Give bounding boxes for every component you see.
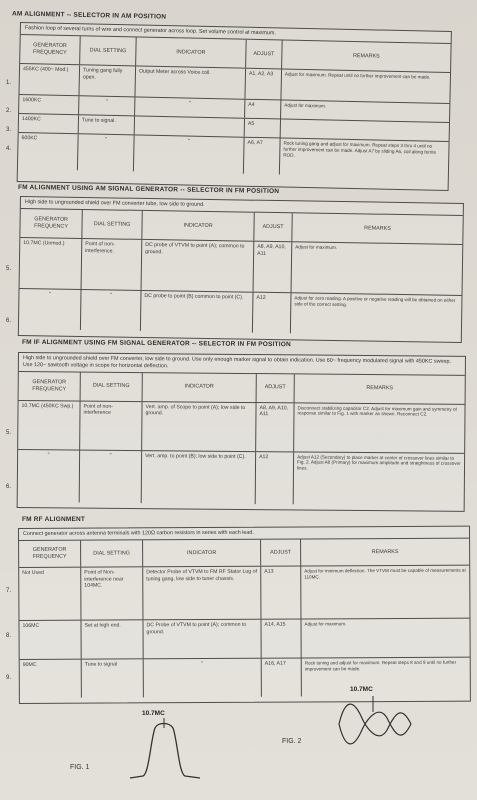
- fm-am-row-6: [19, 289, 462, 336]
- fm-if-row-6-remarks: Adjust A12 (Secondary) to place marker at center of crossover lines similar to Fig. 2. Adjust A8 (Primary) for maximum amplitude and straightness of crossover lines.: [296, 453, 461, 471]
- fm-am-table: [18, 196, 464, 343]
- am-row-3-remarks: [281, 119, 449, 141]
- fm-if-row-5-adjust: A8, A9, A10, A11: [256, 403, 294, 451]
- fig2-curve-b: [339, 712, 411, 744]
- col-generator-frequency: GENERATOR FREQUENCY: [19, 540, 81, 566]
- col-generator-frequency: GENERATOR FREQUENCY: [20, 35, 81, 64]
- fm-rf-row-7-indicator: Detector Probe of VTVM to FM RF Stator Lug of tuning gang, low side to tuner chassis.: [143, 566, 261, 619]
- am-row-3-freq: 1400KC: [19, 114, 79, 133]
- fm-if-row-6-dial: ": [80, 450, 142, 503]
- am-row-2-adjust: A4: [245, 99, 281, 118]
- fm-if-row-5: [18, 401, 464, 454]
- step-number: 6.: [6, 484, 12, 490]
- step-number: 8.: [6, 633, 12, 639]
- am-note: Fashion loop of several turns of wire and connect generator across loop. Set volume control at maximum.: [21, 23, 451, 44]
- fig2-marker-label: 10.7MC: [350, 686, 373, 693]
- fig2-label: FIG. 2: [282, 738, 302, 745]
- fm-am-row-5-dial: Point of non-interference.: [82, 239, 143, 290]
- fm-if-row-6: [18, 450, 464, 506]
- fm-am-row-6-freq: ": [19, 289, 82, 330]
- am-section-title: AM ALIGNMENT -- SELECTOR IN AM POSITION: [11, 10, 167, 21]
- fm-rf-row-8-adjust: A14, A15: [261, 619, 301, 657]
- am-row-4-indicator: ": [134, 135, 245, 173]
- step-number: 5.: [6, 430, 12, 436]
- fm-rf-row-9-indicator: ": [144, 658, 262, 697]
- am-row-4: [18, 133, 449, 178]
- col-adjust: ADJUST: [254, 212, 292, 241]
- fm-rf-row-9-remarks: Rock tuning and adjust for maximum. Repeat steps 8 and 9 until no further improvement can be made.: [304, 659, 457, 672]
- col-dial-setting: DIAL SETTING: [81, 540, 143, 566]
- fig1-marker-label: 10.7MC: [142, 710, 165, 717]
- fm-rf-table: [18, 526, 471, 704]
- am-row-2-freq: 1600KC: [19, 95, 79, 114]
- fm-if-section-title: FM IF ALIGNMENT USING FM SIGNAL GENERATOR -- SELECTOR IN FM POSITION: [21, 338, 291, 349]
- col-adjust: ADJUST: [257, 374, 295, 402]
- am-row-1-indicator: Output Meter across Voice coil.: [135, 66, 246, 98]
- fm-if-row-6-indicator: Vert. amp. to point (B); low side to point (C).: [142, 451, 256, 504]
- fm-rf-row-7-freq: Not Used: [19, 567, 81, 619]
- fm-if-note: High side to ungrounded shield over FM converter, low side to ground. Use only enough marker signal to obtain indication. Use 60~ frequency modulated signal with 450KC sweep. Use 120~ sawtooth voltage in scope for horizontal deflection.: [19, 353, 465, 375]
- col-remarks: REMARKS: [352, 52, 380, 60]
- fm-rf-row-8-indicator: DC Probe of VTVM to point (A); common to ground.: [143, 619, 261, 658]
- am-row-2-remarks: Adjust for maximum.: [284, 102, 327, 109]
- fm-rf-section-title: FM RF ALIGNMENT: [22, 516, 86, 523]
- step-number: 7.: [6, 588, 12, 594]
- fm-am-row-6-remarks: Adjust for zero reading. A positive or negative reading will be obtained on either side of the correct setting.: [294, 295, 456, 307]
- col-dial-setting: DIAL SETTING: [81, 372, 143, 401]
- col-adjust: ADJUST: [246, 40, 283, 69]
- col-dial-setting: DIAL SETTING: [82, 210, 142, 239]
- fm-am-row-5-freq: 10.7MC (Unmod.): [20, 238, 83, 289]
- am-row-2-dial: ": [79, 96, 135, 115]
- fm-rf-row-7: [19, 565, 469, 620]
- fig2-crossover-curve: [335, 694, 415, 764]
- col-remarks: REMARKS: [366, 385, 394, 392]
- am-row-3-dial: Tune to signal.: [79, 115, 135, 134]
- fm-rf-row-9-adjust: A16, A17: [262, 658, 302, 696]
- am-row-1-remarks: Adjust for maximum. Repeat until no further improvement can be made.: [284, 71, 431, 80]
- step-number: 2.: [6, 108, 12, 114]
- am-row-2-indicator: ": [135, 97, 245, 117]
- fm-if-row-5-freq: 10.7MC (450KC Swp.): [18, 401, 80, 450]
- fm-rf-row-9-dial: Tune to signal: [82, 659, 144, 697]
- am-row-1-adjust: A1, A2, A3: [245, 68, 282, 99]
- am-row-4-adjust: A6, A7: [244, 137, 281, 174]
- fm-am-row-6-dial: ": [81, 290, 142, 331]
- col-dial-setting: DIAL SETTING: [80, 36, 137, 65]
- step-number: 3.: [6, 127, 12, 133]
- fm-rf-row-7-adjust: A13: [261, 566, 301, 618]
- fm-rf-row-8-freq: 106MC: [19, 620, 81, 658]
- fm-rf-row-8-remarks: Adjust for maximum.: [304, 621, 347, 627]
- am-row-1-freq: 455KC (400~ Mod.): [19, 64, 80, 95]
- fm-rf-note: Connect generator across antenna terminals with 120Ω carbon resistors in series with each lead.: [19, 527, 469, 541]
- fm-am-row-5: [20, 238, 463, 296]
- am-row-3-indicator: [135, 116, 245, 136]
- fm-if-row-6-freq: ": [18, 450, 80, 503]
- fm-am-row-5-indicator: DC probe of VTVM to point (A); common to ground.: [142, 240, 255, 292]
- fm-if-row-5-indicator: Vert. amp. of Scope to point (A); low side to ground.: [142, 402, 256, 451]
- fig1-curve: [130, 724, 200, 779]
- fm-am-row-6-adjust: A12: [253, 292, 292, 333]
- col-indicator: INDICATOR: [143, 539, 261, 566]
- col-remarks: REMARKS: [364, 224, 391, 232]
- am-table: [17, 22, 452, 191]
- fm-rf-row-8: [19, 618, 469, 659]
- fm-am-section-title: FM ALIGNMENT USING AM SIGNAL GENERATOR -- SELECTOR IN FM POSITION: [17, 183, 280, 196]
- fm-if-table: [17, 352, 466, 512]
- fm-rf-row-9-freq: 90MC: [20, 659, 82, 697]
- fm-rf-row-7-dial: Point of Non-interference near 104MC.: [81, 567, 143, 619]
- fm-am-row-6-indicator: DC probe to point (B) common to point (C).: [141, 291, 254, 333]
- col-generator-frequency: GENERATOR FREQUENCY: [19, 372, 81, 401]
- col-indicator: INDICATOR: [142, 211, 254, 241]
- fig1-label: FIG. 1: [70, 764, 90, 771]
- step-number: 1.: [6, 80, 12, 86]
- am-row-1-dial: Tuning gang fully open.: [79, 65, 136, 96]
- am-row-4-dial: ": [78, 134, 135, 171]
- fm-rf-header-row: [19, 538, 469, 567]
- fm-rf-row-7-remarks: Adjust for minimum deflection. The VTVM must be capable of measurements at 110MC.: [304, 567, 466, 580]
- fm-am-row-5-remarks: Adjust for maximum.: [295, 244, 338, 250]
- col-adjust: ADJUST: [261, 539, 301, 565]
- col-indicator: INDICATOR: [136, 37, 247, 67]
- step-number: 4.: [6, 146, 12, 152]
- step-number: 9.: [6, 675, 12, 681]
- fig1-response-curve: [125, 718, 205, 788]
- col-remarks: REMARKS: [371, 548, 399, 555]
- am-row-4-remarks: Rock tuning gang and adjust for maximum. Repeat steps 3 thru 4 until no further improvement can be made. Adjust A7 by sliding A6, coil along ferrite ROD.: [283, 140, 437, 158]
- fm-if-header-row: [19, 372, 465, 405]
- fm-am-note: High side to ungrounded shield over FM converter tube, low side to ground.: [21, 197, 463, 216]
- fm-if-row-5-remarks: Disconnect stabilizing capacitor C2. Adjust for maximum gain and symmetry of response similar to Fig. 1 with marker as shown. Reconnect C2.: [297, 404, 457, 418]
- col-generator-frequency: GENERATOR FREQUENCY: [20, 209, 82, 238]
- am-row-3-adjust: A5: [245, 118, 281, 137]
- step-number: 6.: [6, 318, 12, 324]
- fm-rf-row-8-dial: Set at high end.: [81, 620, 143, 658]
- fm-rf-row-9: [20, 657, 470, 697]
- col-indicator: INDICATOR: [143, 373, 257, 402]
- fm-am-row-5-adjust: A8, A9, A10, A11: [254, 241, 293, 292]
- step-number: 5.: [6, 266, 12, 272]
- am-row-4-freq: 600KC: [18, 133, 79, 170]
- fm-if-row-5-dial: Point of non-interference: [80, 401, 142, 450]
- fig2-curve-a: [339, 704, 411, 736]
- fm-if-row-6-adjust: A12: [256, 452, 294, 504]
